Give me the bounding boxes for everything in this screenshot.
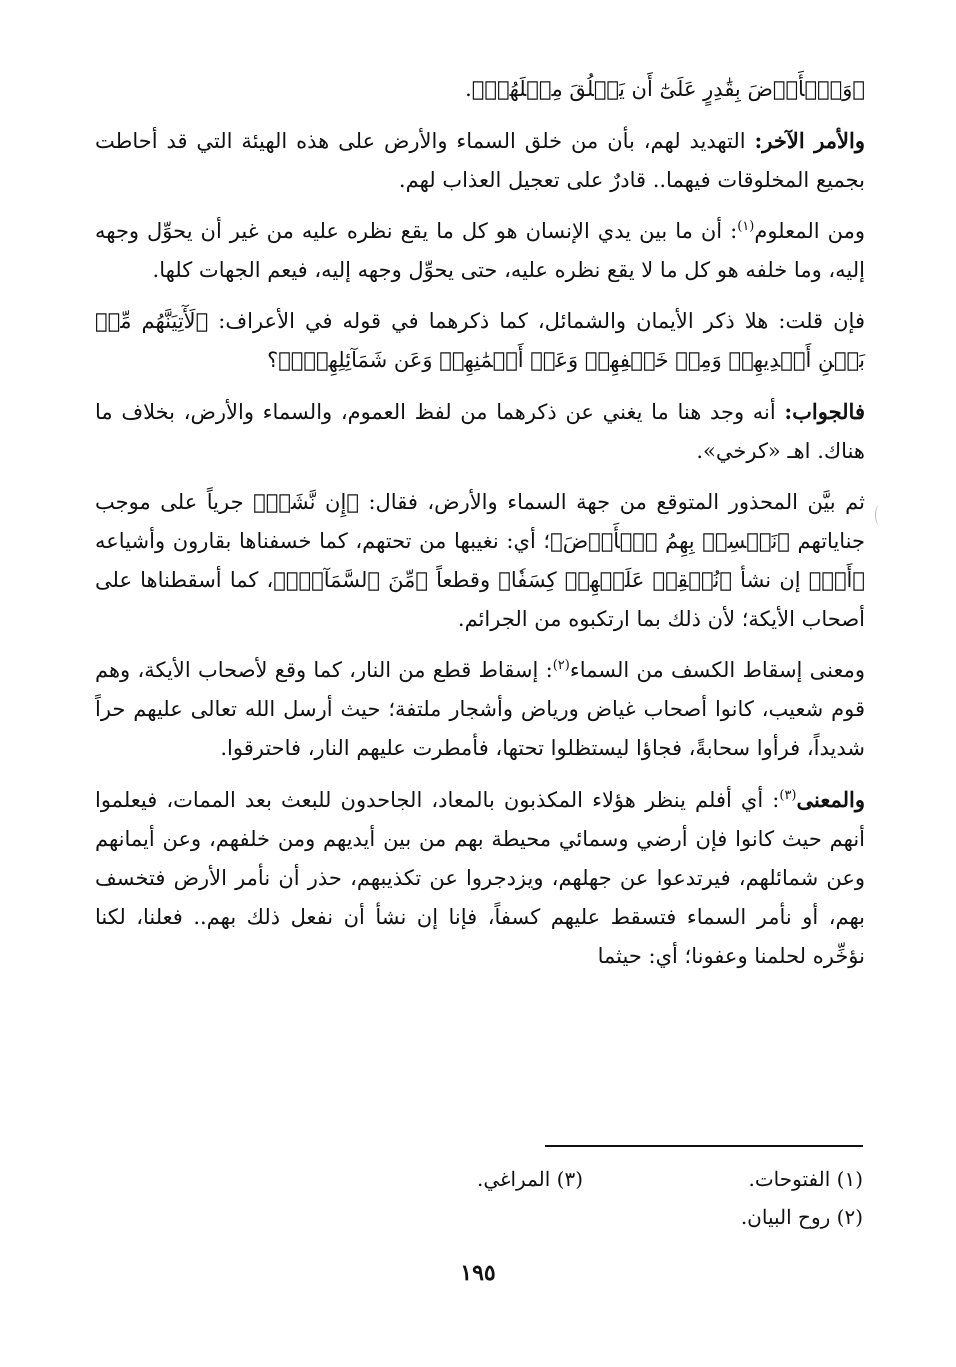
paragraph bbox=[95, 212, 865, 290]
footnote-3: (٣) المراغي. bbox=[476, 1167, 583, 1191]
page-body bbox=[95, 70, 865, 988]
paragraph-text: : إسقاط قطع من النار، كما وقع لأصحاب الأيكة، وهم قوم شعيب، كانوا أصحاب غياض ورياض وأشجار ملتفة؛ حيث أرسل الله تعالى عليهم حراً شديداً، فرأوا سحابةً، فجاؤا ليستظلوا تحتها، فأمطرت عليهم النار، فاحترقوا. bbox=[95, 658, 865, 760]
footnote-row bbox=[300, 1198, 863, 1236]
paragraph-text: فإن قلت: هلا ذكر الأيمان والشمائل، كما ذكرهما في قوله في الأعراف: bbox=[208, 309, 865, 333]
paragraph bbox=[95, 302, 865, 380]
verse-line bbox=[95, 70, 865, 109]
footnote-1: (١) الفتوحات. bbox=[748, 1167, 863, 1191]
paragraph-text: ومن المعلوم bbox=[754, 219, 865, 243]
paragraph-lead: والمعنى bbox=[796, 787, 865, 812]
paragraph-text: : أن ما بين يدي الإنسان هو كل ما يقع نظره عليه من غير أن يحوِّل وجهه إليه، وما خلفه هو كل ما لا يقع نظره عليه، حتى يحوِّل وجهه إليه، فيعم الجهات كلها. bbox=[95, 219, 865, 282]
paragraph-lead: فالجواب: bbox=[784, 399, 865, 424]
footnote-ref: (٣) bbox=[779, 788, 797, 803]
footnotes bbox=[300, 1160, 863, 1236]
quran-verse: ﴿وَٱلۡأَرۡضَ بِقَٰدِرٍ عَلَىٰٓ أَن يَخۡلُقَ مِثۡلَهُمۚ﴾. bbox=[465, 77, 865, 101]
paragraph-text: ومعنى إسقاط الكسف من السماء bbox=[569, 658, 865, 682]
paragraph-lead: والأمر الآخر: bbox=[754, 128, 866, 153]
footnote-2: (٢) روح البيان. bbox=[740, 1205, 863, 1229]
footnote-ref: (١) bbox=[737, 219, 755, 234]
footnote-divider bbox=[545, 1145, 863, 1147]
paragraph bbox=[95, 483, 865, 639]
paragraph-text: أنه وجد هنا ما يغني عن ذكرهما من لفظ العموم، والسماء والأرض، بخلاف ما هناك. اهـ «كرخي». bbox=[95, 400, 865, 463]
paragraph bbox=[95, 780, 865, 976]
footnote-row bbox=[300, 1160, 863, 1198]
paragraph bbox=[95, 651, 865, 768]
paragraph-text: ثم بيَّن المحذور المتوقع من جهة السماء والأرض، فقال: ﴿إِن نَّشَأۡ﴾ جرياً على موجب جناياتهم ﴿نَخۡسِفۡ بِهِمُ ٱلۡأَرۡضَ﴾؛ أي: نغيبها من تحتهم، كما خسفناها بقارون وأشياعه ﴿أَوۡ﴾ إن نشأ ﴿نُسۡقِطۡ عَلَيۡهِمۡ كِسَفٗا﴾ وقطعاً ﴿مِّنَ ٱلسَّمَآءِۚ﴾، كما أسقطناها على أصحاب الأيكة؛ لأن ذلك بما ارتكبوه من الجرائم. bbox=[95, 490, 866, 631]
paragraph-text: : أي أفلم ينظر هؤلاء المكذبون بالمعاد، الجاحدون للبعث بعد الممات، فيعلموا أنهم حيث كانوا فإن أرضي وسمائي محيطة بهم من بين أيديهم ومن خلفهم، وعن أيمانهم وعن شمائلهم، فيرتدعوا عن جهلهم، ويزدجروا عن تكذيبهم، حذر أن نأمر الأرض فتخسف بهم، أو نأمر السماء فتسقط عليهم كسفاً، فإنا إن نشأ أن نفعل ذلك بهم.. فعلنا، لكنا نؤخِّره لحلمنا وعفونا؛ أي: حيثما bbox=[95, 788, 865, 968]
page-number: ١٩٥ bbox=[460, 1260, 496, 1286]
paragraph-text: التهديد لهم، بأن من خلق السماء والأرض على هذه الهيئة التي قد أحاطت بجميع المخلوقات فيهما.. قادرٌ على تعجيل العذاب لهم. bbox=[95, 129, 865, 192]
page-edge-mark bbox=[875, 505, 884, 525]
quran-verse: ﴿لَأٓتِيَنَّهُم مِّنۢ بَيۡنِ أَيۡدِيهِمۡ وَمِنۡ خَلۡفِهِمۡ وَعَنۡ أَيۡمَٰنِهِمۡ وَعَن شَمَآئِلِهِمۡۖ﴾؟ bbox=[95, 309, 865, 372]
paragraph bbox=[95, 121, 865, 200]
paragraph bbox=[95, 392, 865, 471]
footnote-ref: (٢) bbox=[552, 658, 570, 673]
